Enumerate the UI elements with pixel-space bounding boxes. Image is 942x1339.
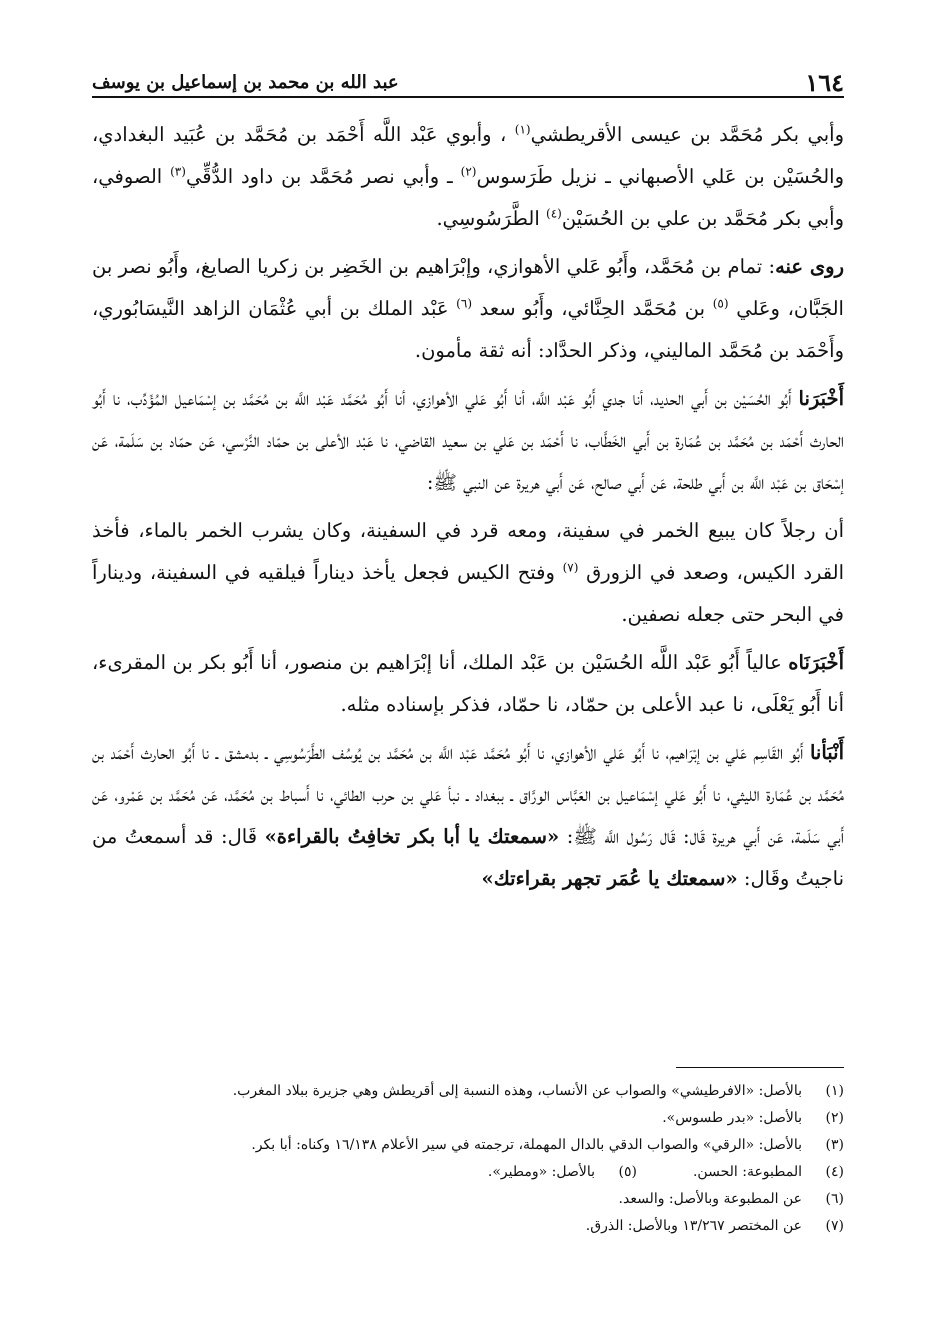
footnote-text: عن المختصر ١٣/٢٦٧ وبالأصل: الذرق. <box>585 1218 802 1234</box>
footnote-7 <box>92 1213 844 1240</box>
footnote-text: عن المطبوعة وبالأصل: والسعد. <box>618 1191 802 1207</box>
footnote-4-5 <box>92 1159 844 1186</box>
text-segment: وفتح الكيس فجعل يأخذ ديناراً فيلقيه في السفينة، وديناراً في البحر حتى جعله نصفين. <box>92 561 844 626</box>
text-segment: وأبي بكر مُحَمَّد بن عيسى الأقريطشي <box>530 123 845 146</box>
text-segment: بن مُحَمَّد الحِنَّائي، وأَبُو سعد <box>479 297 706 320</box>
footnote-ref: (٧) <box>562 560 579 575</box>
paragraph-hadith-text <box>92 510 844 636</box>
footnote-ref: (٢) <box>460 164 477 179</box>
footnote-2 <box>92 1105 844 1132</box>
footnote-spacer <box>645 1159 685 1186</box>
footnote-3 <box>92 1132 844 1159</box>
footnote-number: (٦) <box>825 1191 844 1207</box>
text-segment: عَبْد الملك بن أبي عُثْمَان الزاهد النَّيسَابُوري، وأَحْمَد بن مُحَمَّد الماليني، وذكر الحدَّاد: أنه ثقة مأمون. <box>92 297 844 362</box>
footnote-text: المطبوعة: الحسن. <box>692 1164 802 1180</box>
main-text <box>92 114 844 900</box>
paragraph-isnad-3 <box>92 732 844 900</box>
paragraph-isnad-2 <box>92 642 844 726</box>
lead-phrase: روى عنه <box>775 255 844 278</box>
footnotes <box>92 1078 844 1240</box>
paragraph-narrators <box>92 114 844 240</box>
footnote-number: (٥) <box>618 1164 637 1180</box>
text-segment: ـ وأبي نصر مُحَمَّد بن داود الدُّقِّي <box>185 165 453 188</box>
hadith-quote: «سمعتك يا أبا بكر تخافِتُ بالقراءة» <box>264 825 560 848</box>
footnote-ref: (١) <box>514 122 531 137</box>
page-header <box>92 58 844 98</box>
footnote-text: بالأصل: «بدر طسوس». <box>662 1110 802 1126</box>
text-segment: الطَّرَسُوسِي. <box>436 207 540 230</box>
footnote-number: (١) <box>825 1083 844 1099</box>
paragraph-students <box>92 246 844 372</box>
footnote-number: (٤) <box>825 1164 844 1180</box>
text-segment: أَبُو الحُسَيْن بن أَبي الحديد، أنا جدي أَبُو عَبْد اللَّه، أنا أَبُو عَلي الأهوازي، أنا أَبُو مُحَمَّد عَبْد اللَّه بن مُحَمَّد بن إسْمَاعيل المُؤَدِّب، نا أَبُو الحارث أَحْمَد بن مُحَمَّد بن عُمَارة بن أَبي الخَطَّاب، نا أَحْمَد بن عَلي بن سعيد القاضي، نا عَبْد الأعلى بن حمّاد النَّرْسي، عَن حمّاد بن سَلَمة، عَن إسْحَاق بن عَبْد اللَّه بن أَبي طلحة، عَن أَبي صالح، عَن أَبي هريرة عن النبي ﷺ: <box>92 387 844 494</box>
footnote-rule <box>676 1067 844 1068</box>
text-segment: قَال: قد أسمعتُ من ناجيتُ وقَال: <box>92 825 844 890</box>
lead-phrase: أَنْبَأنا <box>809 741 845 764</box>
text-segment: أَبُو القَاسِم عَلي بن إبْرَاهيم، نا أَبُو عَلي الأهوازي، نا أَبُو مُحَمَّد عَبْد اللَّه بن مُحَمَّد بن يُوسُف الطَّرَسُوسِي ـ بدمشق ـ نا أَبُو الحارث أَحْمَد بن مُحَمَّد بن عُمَارة الليثي، نا أَبُو عَلي إسْمَاعيل بن العَبَّاس الورَّاق ـ ببغداد ـ نبأ عَلي بن حرب الطائي، نا أَسباط بن مُحَمَّد، عَن مُحَمَّد بن عَمْرو، عَن أَبي سَلَمة، عَن أَبي هريرة قَال: قَال رَسُول اللَّه ﷺ: <box>92 741 845 848</box>
footnote-text: بالأصل: «الافرطيشي» والصواب عن الأنساب، وهذه النسبة إلى أقريطش وهي جزيرة ببلاد المغرب. <box>232 1083 802 1099</box>
footnote-text: بالأصل: «ومطير». <box>487 1164 595 1180</box>
running-title: عبد الله بن محمد بن إسماعيل بن يوسف <box>92 72 399 93</box>
lead-phrase: أَخْبَرَنا <box>798 387 844 410</box>
footnote-number: (٧) <box>825 1218 844 1234</box>
footnote-1 <box>92 1078 844 1105</box>
page-number: ١٦٤ <box>805 68 844 97</box>
text-segment: الصوفي، وأبي بكر مُحَمَّد بن علي بن الحُسَيْن <box>92 165 844 230</box>
footnote-6 <box>92 1186 844 1213</box>
text-segment: عالياً أَبُو عَبْد اللَّه الحُسَيْن بن عَبْد الملك، أنا إبْرَاهيم بن منصور، أنا أَبُو بكر بن المقرىء، أنا أَبُو يَعْلَى، نا عبد الأعلى بن حمّاد، نا حمّاد، فذكر بإسناده مثله. <box>92 651 844 716</box>
text-segment: ، وأبوي عَبْد اللَّه أَحْمَد بن مُحَمَّد بن عُبَيد البغدادي، والحُسَيْن بن عَلي الأصبهاني ـ نزيل طَرَسوس <box>92 123 845 188</box>
lead-phrase: أَخْبَرَنَاه <box>788 651 844 674</box>
paragraph-isnad-1 <box>92 378 844 504</box>
footnote-number: (٣) <box>825 1137 844 1153</box>
footnote-ref: (٤) <box>546 206 562 221</box>
footnote-number: (٢) <box>825 1110 844 1126</box>
footnote-ref: (٣) <box>170 164 186 179</box>
footnote-text: بالأصل: «الرقي» والصواب الدقي بالدال المهملة، ترجمته في سير الأعلام ١٦/١٣٨ وكناه: أبا بكر. <box>251 1137 802 1153</box>
header-rule <box>92 96 844 98</box>
footnote-ref: (٥) <box>712 296 729 311</box>
footnote-ref: (٦) <box>456 296 472 311</box>
hadith-quote: «سمعتك يا عُمَر تجهر بقراءتك» <box>481 867 738 890</box>
text-segment: : تمام بن مُحَمَّد، وأَبُو عَلي الأهوازي، وإبْرَاهيم بن الخَضِر بن زكريا الصايغ، وأَبُو نصر بن الجَبَّان، وعَلي <box>92 255 844 320</box>
text-segment: أن رجلاً كان يبيع الخمر في سفينة، ومعه قرد في السفينة، وكان يشرب الخمر بالماء، فأخذ القرد الكيس، وصعد في الزورق <box>92 519 845 584</box>
